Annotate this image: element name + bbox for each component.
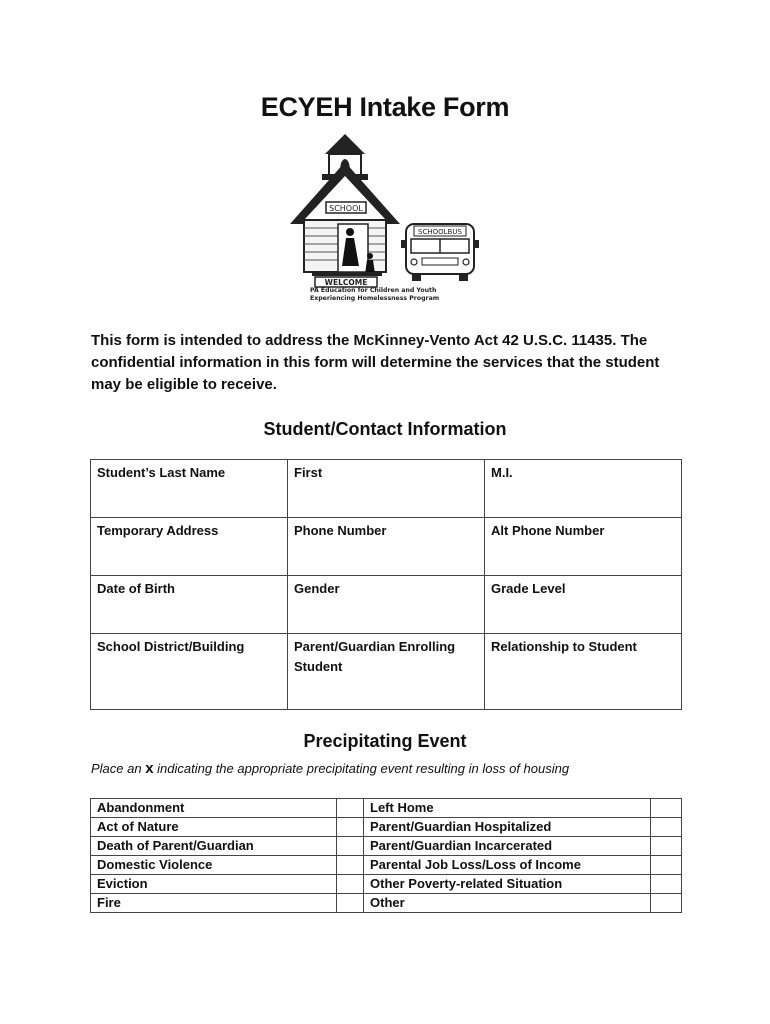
- welcome-sign-text: WELCOME: [324, 278, 368, 287]
- contact-row: [91, 518, 682, 576]
- table-row: [91, 875, 682, 894]
- event-checkbox[interactable]: [651, 837, 682, 856]
- logo-caption-line1: PA Education for Children and Youth: [310, 287, 437, 294]
- contact-row: [91, 460, 682, 518]
- event-label: Eviction: [91, 875, 337, 894]
- event-label: Domestic Violence: [91, 856, 337, 875]
- bus-sign-text: SCHOOLBUS: [418, 228, 462, 236]
- event-label: Death of Parent/Guardian: [91, 837, 337, 856]
- event-checkbox[interactable]: [337, 818, 364, 837]
- logo-caption-line2: Experiencing Homelessness Program: [310, 295, 440, 302]
- form-title: ECYEH Intake Form: [260, 92, 510, 122]
- event-checkbox[interactable]: [651, 818, 682, 837]
- event-label: Other: [364, 894, 651, 913]
- middle-initial-field[interactable]: M.I.: [485, 460, 682, 518]
- event-checkbox[interactable]: [651, 799, 682, 818]
- event-label: Abandonment: [91, 799, 337, 818]
- event-checkbox[interactable]: [337, 837, 364, 856]
- intro-paragraph: This form is intended to address the McKinney-Vento Act 42 U.S.C. 11435. The confidential information in this form will determine the services that the student may be eligible to receive.: [91, 332, 660, 393]
- school-district-field[interactable]: School District/Building: [91, 634, 288, 710]
- contact-row: [91, 634, 682, 710]
- event-checkbox[interactable]: [651, 856, 682, 875]
- parent-guardian-field[interactable]: Parent/Guardian Enrolling Student: [288, 634, 485, 710]
- instruction-text-after: indicating the appropriate precipitating event resulting in loss of housing: [153, 761, 570, 776]
- phone-number-field[interactable]: Phone Number: [288, 518, 485, 576]
- event-checkbox[interactable]: [337, 799, 364, 818]
- table-row: [91, 856, 682, 875]
- contact-row: [91, 576, 682, 634]
- school-sign-text: SCHOOL: [329, 204, 363, 213]
- date-of-birth-field[interactable]: Date of Birth: [91, 576, 288, 634]
- precipitating-event-table: [90, 798, 682, 913]
- contact-section-title: Student/Contact Information: [263, 419, 507, 439]
- event-checkbox[interactable]: [337, 894, 364, 913]
- event-label: Act of Nature: [91, 818, 337, 837]
- first-name-field[interactable]: First: [288, 460, 485, 518]
- event-label: Parent/Guardian Incarcerated: [364, 837, 651, 856]
- event-instruction: [91, 760, 569, 777]
- table-row: [91, 818, 682, 837]
- event-label: Left Home: [364, 799, 651, 818]
- event-checkbox[interactable]: [651, 875, 682, 894]
- table-row: [91, 837, 682, 856]
- event-label: Fire: [91, 894, 337, 913]
- relationship-field[interactable]: Relationship to Student: [485, 634, 682, 710]
- event-label: Other Poverty-related Situation: [364, 875, 651, 894]
- grade-level-field[interactable]: Grade Level: [485, 576, 682, 634]
- event-checkbox[interactable]: [337, 856, 364, 875]
- event-section-title: Precipitating Event: [303, 731, 467, 751]
- event-checkbox[interactable]: [337, 875, 364, 894]
- instruction-text-before: Place an: [91, 761, 146, 776]
- table-row: [91, 894, 682, 913]
- temporary-address-field[interactable]: Temporary Address: [91, 518, 288, 576]
- schoolhouse-bus-logo: [282, 132, 492, 307]
- event-label: Parent/Guardian Hospitalized: [364, 818, 651, 837]
- contact-info-table: [90, 459, 682, 710]
- table-row: [91, 799, 682, 818]
- alt-phone-number-field[interactable]: Alt Phone Number: [485, 518, 682, 576]
- gender-field[interactable]: Gender: [288, 576, 485, 634]
- event-label: Parental Job Loss/Loss of Income: [364, 856, 651, 875]
- event-checkbox[interactable]: [651, 894, 682, 913]
- instruction-mark: x: [145, 760, 154, 777]
- last-name-field[interactable]: Student’s Last Name: [91, 460, 288, 518]
